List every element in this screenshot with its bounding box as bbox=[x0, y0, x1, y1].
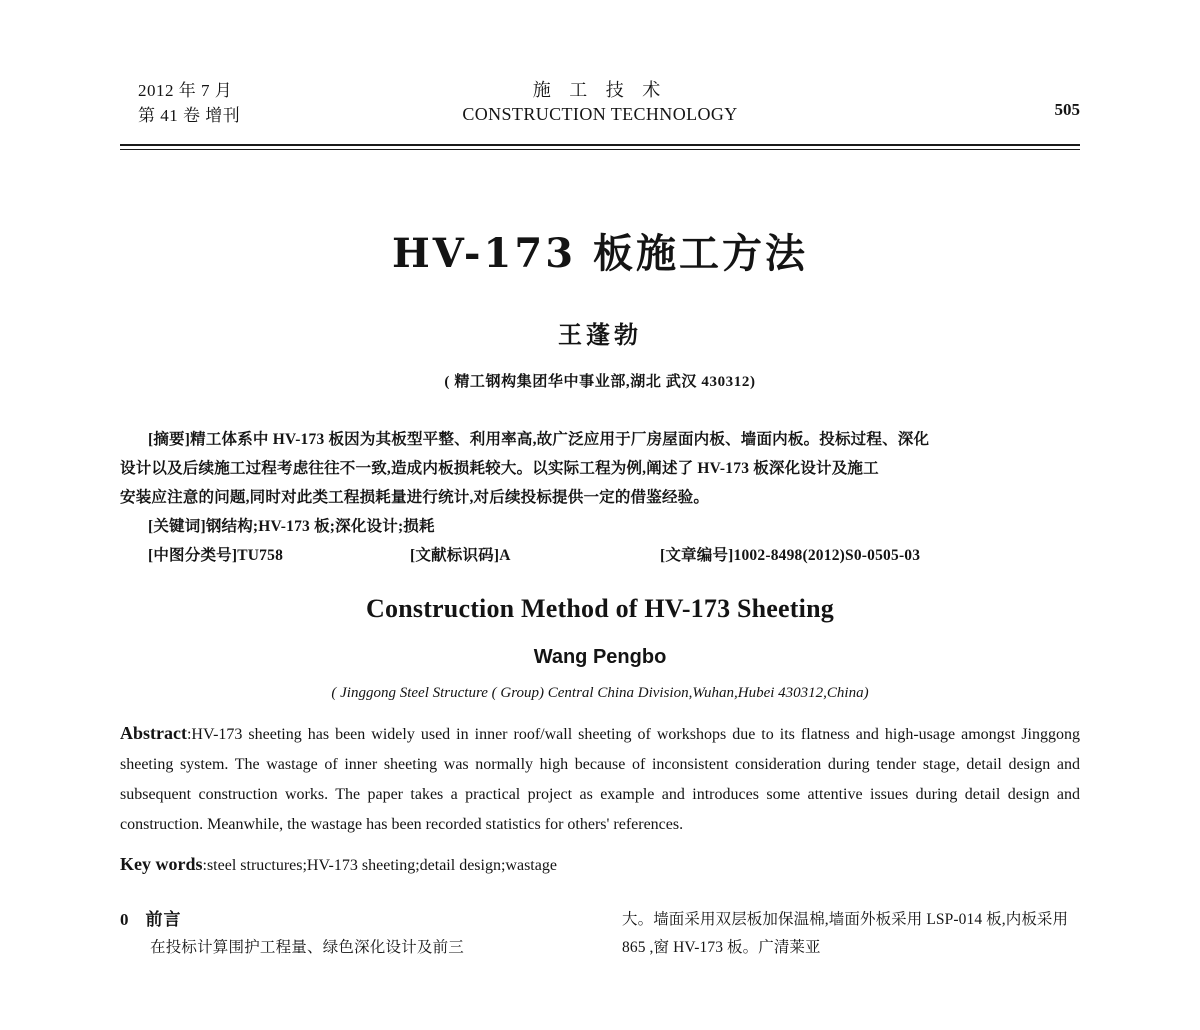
left-column-paragraph: 在投标计算围护工程量、绿色深化设计及前三 bbox=[150, 939, 465, 956]
body-columns bbox=[120, 906, 1080, 962]
abstract-cn-text-1: 精工体系中 HV-173 板因为其板型平整、利用率高,故广泛应用于厂房屋面内板、墙面内板。投标过程、深化 bbox=[190, 431, 930, 448]
doccode-label: [文献标识码] bbox=[410, 547, 500, 564]
clc-label: [中图分类号] bbox=[148, 547, 238, 564]
journal-title bbox=[120, 78, 1080, 126]
header-rule bbox=[120, 144, 1080, 150]
abstract-cn-label: [摘要] bbox=[148, 431, 191, 448]
abstract-cn-line-3: 安装应注意的问题,同时对此类工程损耗量进行统计,对后续投标提供一定的借鉴经验。 bbox=[120, 489, 710, 506]
issue-volume: 第 41 卷 增刊 bbox=[138, 106, 241, 125]
affiliation-cn: ( 精工钢构集团华中事业部,湖北 武汉 430312) bbox=[444, 374, 756, 390]
articleid-cell bbox=[632, 541, 1080, 570]
abstract-cn-line-1 bbox=[120, 425, 1080, 454]
classification-row bbox=[120, 541, 1080, 570]
right-column bbox=[622, 906, 1080, 962]
right-column-paragraph: 大。墙面采用双层板加保温棉,墙面外板采用 LSP-014 板,内板采用 865 ,窗 HV-173 板。广清莱亚 bbox=[622, 911, 1069, 956]
keywords-cn-row bbox=[120, 512, 1080, 541]
section-heading bbox=[120, 906, 578, 934]
author-name-cn: 王蓬勃 bbox=[558, 320, 642, 349]
section-number: 0 bbox=[120, 910, 130, 929]
page-number: 505 bbox=[1054, 100, 1080, 119]
journal-title-cn: 施 工 技 术 bbox=[532, 80, 668, 100]
doccode-value: A bbox=[499, 547, 511, 564]
journal-page bbox=[0, 78, 1200, 1030]
left-column bbox=[120, 906, 578, 962]
chinese-abstract-block bbox=[120, 425, 1080, 570]
keywords-cn-value: 钢结构;HV-173 板;深化设计;损耗 bbox=[205, 518, 435, 535]
abstract-en bbox=[120, 718, 1080, 840]
running-head bbox=[120, 78, 1080, 150]
abstract-en-label: Abstract bbox=[120, 723, 187, 743]
articleid-value: 1002-8498(2012)S0-0505-03 bbox=[733, 547, 921, 564]
author-name-en: Wang Pengbo bbox=[533, 646, 667, 668]
clc-cell bbox=[120, 541, 382, 570]
keywords-cn-label: [关键词] bbox=[148, 518, 206, 535]
page-title: HV-173 板施工方法 bbox=[392, 230, 808, 277]
articleid-label: [文章编号] bbox=[660, 547, 734, 564]
journal-title-en: CONSTRUCTION TECHNOLOGY bbox=[462, 104, 738, 124]
doccode-cell bbox=[382, 541, 632, 570]
affiliation-en: ( Jinggong Steel Structure ( Group) Central China Division,Wuhan,Hubei 430312,China) bbox=[331, 685, 869, 701]
abstract-en-text: :HV-173 sheeting has been widely used in inner roof/wall sheeting of workshops due to its flatness and high-usage amongst Jinggong sheeting system. The wastage of inner sheeting was normally high because of inconsistent consideration during tender stage, detail design and subsequent construction works. The paper takes a practical project as example and introduces some attentive issues during detail design and construction. Meanwhile, the wastage has been recorded statistics for others' references. bbox=[120, 726, 1080, 833]
keywords-en-label: Key words bbox=[120, 854, 203, 874]
keywords-en-text: :steel structures;HV-173 sheeting;detail design;wastage bbox=[202, 857, 557, 874]
keywords-en bbox=[120, 850, 1080, 880]
page-title-en: Construction Method of HV-173 Sheeting bbox=[366, 594, 834, 623]
clc-value: TU758 bbox=[237, 547, 284, 564]
issue-date: 2012 年 7 月 bbox=[138, 81, 233, 100]
section-title: 前言 bbox=[145, 910, 182, 929]
abstract-cn-line-2: 设计以及后续施工过程考虑往往不一致,造成内板损耗较大。以实际工程为例,阐述了 HV-173 板深化设计及施工 bbox=[120, 460, 879, 477]
